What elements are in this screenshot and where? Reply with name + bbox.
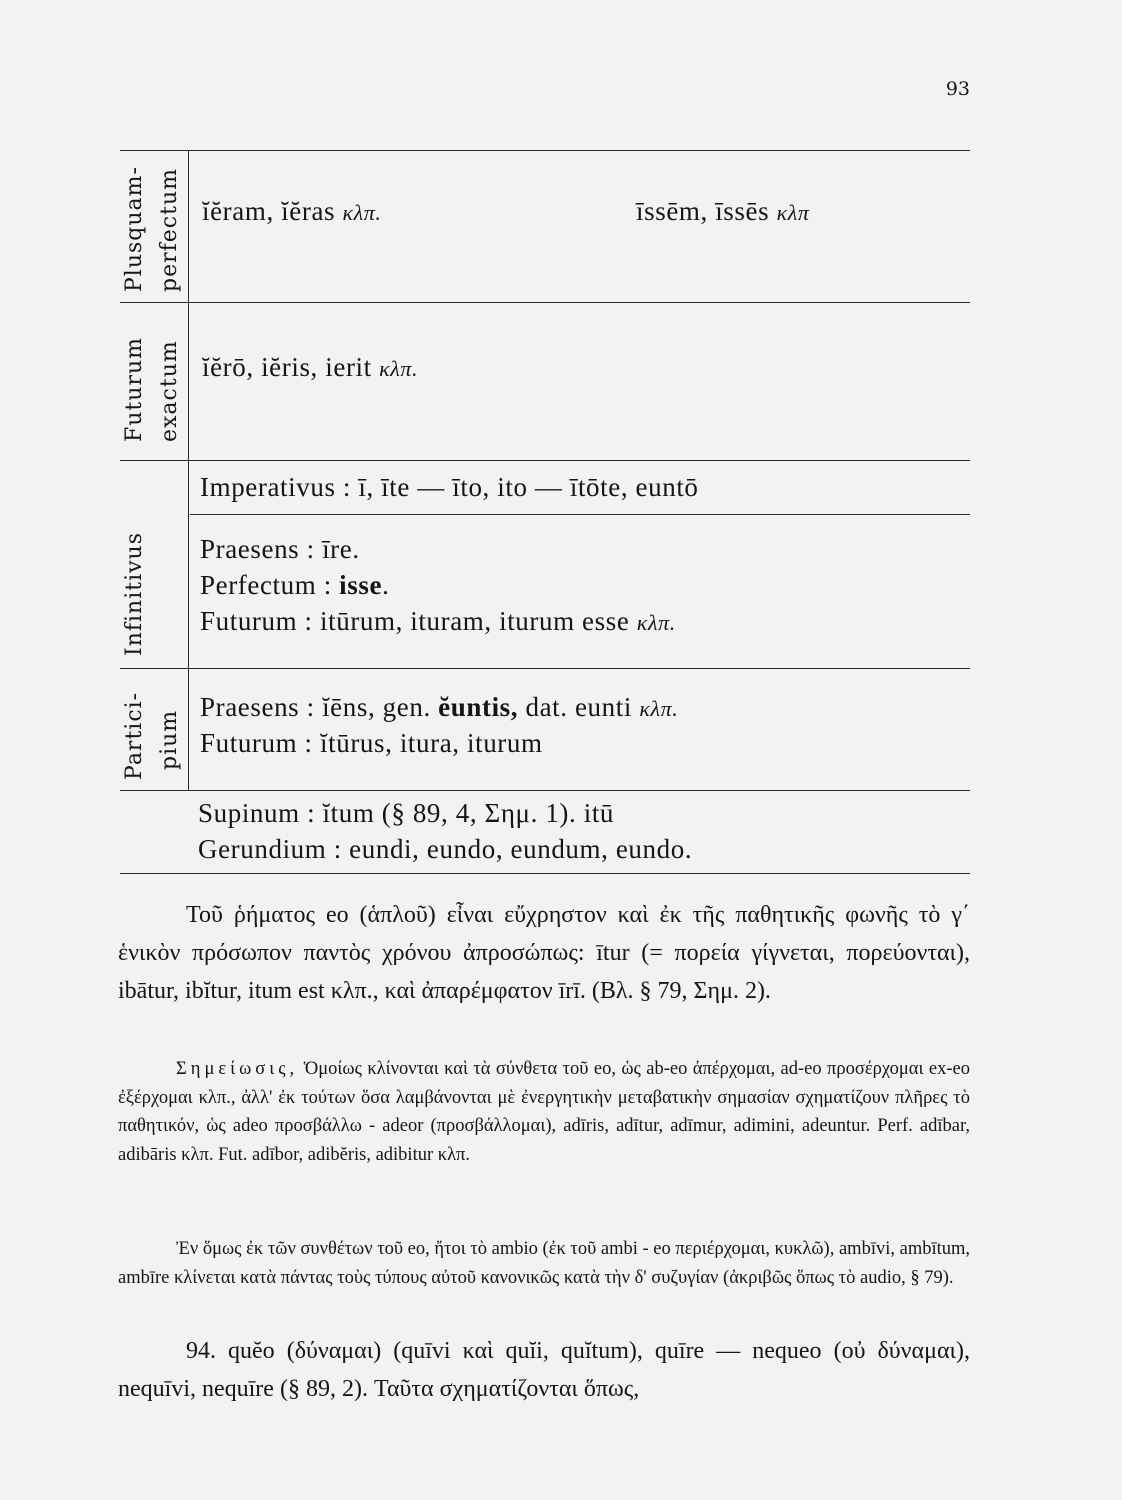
- label-futurum-exactum-1: Futurum: [122, 337, 147, 442]
- label-participium-2: pium: [157, 709, 182, 770]
- paragraph-queo: 94. quĕo (δύναμαι) (quīvi καὶ quĭi, quĭtum), quīre — nequeo (οὐ δύναμαι), nequīvi, nequīre (§ 89, 2). Ταῦτα σχηματίζονται ὅπως,: [118, 1338, 970, 1402]
- imperativus-line: Imperativus : ī, īte — īto, ito — ītōte, euntō: [200, 472, 699, 502]
- plusquamperfectum-form-a: ĭĕram, ĭĕras κλπ.: [202, 196, 382, 226]
- futurum-exactum-form: ĭĕrō, iĕris, ierit κλπ.: [202, 352, 419, 382]
- table-bottom-rule: [120, 873, 970, 874]
- plusquamperfectum-form-b: īssēm, īssēs κλπ: [636, 196, 810, 226]
- paragraph-eo-impersonal: Τοῦ ῥήματος eo (ἁπλοῦ) εἶναι εὔχρηστον καὶ ἐκ τῆς παθητικῆς φωνῆς τὸ γ΄ ἑνικὸν πρόσωπον παντὸς χρόνου ἀπροσώπως: ītur (= πορεία γίγνεται, πορεύονται), ibātur, ibĭtur, itum est κλπ., καὶ ἀπαρέμφατον īrī. (Βλ. § 79, Σημ. 2).: [118, 902, 970, 1004]
- page-number: 93: [945, 78, 970, 100]
- table-top-rule: [120, 150, 970, 151]
- supinum-line: Supinum : ĭtum (§ 89, 4, Σημ. 1). itū: [198, 798, 615, 828]
- table-rule: [190, 514, 970, 515]
- label-plusquamperfectum-1: Plusquam-: [122, 166, 147, 292]
- label-infinitivus: Infinitivus: [122, 531, 147, 656]
- table-rule: [120, 790, 970, 791]
- label-participium-1: Partici-: [122, 691, 147, 780]
- paragraph-note-compounds: Σημείωσις, Ὁμοίως κλίνονται καὶ τὰ σύνθετα τοῦ eo, ὡς ab-eo ἀπέρχομαι, ad-eo προσέρχομαι ex-eo ἐξέρχομαι κλπ., ἀλλ' ἐκ τούτων ὅσα λαμβάνονται μὲ ἐνεργητικὴν μεταβατικὴν σημασίαν σχηματίζουν πλῆρες τὸ παθητικόν, ὡς adeo προσβάλλω - adeor (προσβάλλομαι), adīris, adītur, adīmur, adimini, adeuntur. Perf. adībar, adibāris κλπ. Fut. adībor, adibĕris, adibitur κλπ.: [118, 1059, 970, 1165]
- infinitivus-praesens: Praesens : īre.: [200, 534, 360, 564]
- label-futurum-exactum-2: exactum: [157, 340, 182, 442]
- infinitivus-perfectum: Perfectum : isse.: [200, 570, 390, 600]
- table-rule: [120, 460, 970, 461]
- participium-futurum: Futurum : ĭtūrus, itura, iturum: [200, 728, 543, 758]
- note-label: Σημείωσις,: [176, 1059, 299, 1079]
- paragraph-ambio: Ἐν ὅμως ἐκ τῶν συνθέτων τοῦ eo, ἤτοι τὸ ambio (ἐκ τοῦ ambi - eo περιέρχομαι, κυκλῶ), ambīvi, ambītum, ambīre κλίνεται κατὰ πάντας τοὺς τύπους αὐτοῦ κανονικῶς κατὰ τὴν δ' συζυγίαν (ἀκριβῶς ὅπως τὸ audio, § 79).: [118, 1239, 970, 1288]
- table-rule: [120, 668, 970, 669]
- label-plusquamperfectum-2: perfectum: [157, 168, 182, 292]
- table-rule: [120, 302, 970, 303]
- gerundium-line: Gerundium : eundi, eundo, eundum, eundo.: [198, 834, 693, 864]
- label-column-rule: [188, 150, 189, 790]
- infinitivus-futurum: Futurum : itūrum, ituram, iturum esse κλπ.: [200, 606, 676, 636]
- participium-praesens: Praesens : ĭēns, gen. ĕuntis, dat. eunti κλπ.: [200, 692, 679, 722]
